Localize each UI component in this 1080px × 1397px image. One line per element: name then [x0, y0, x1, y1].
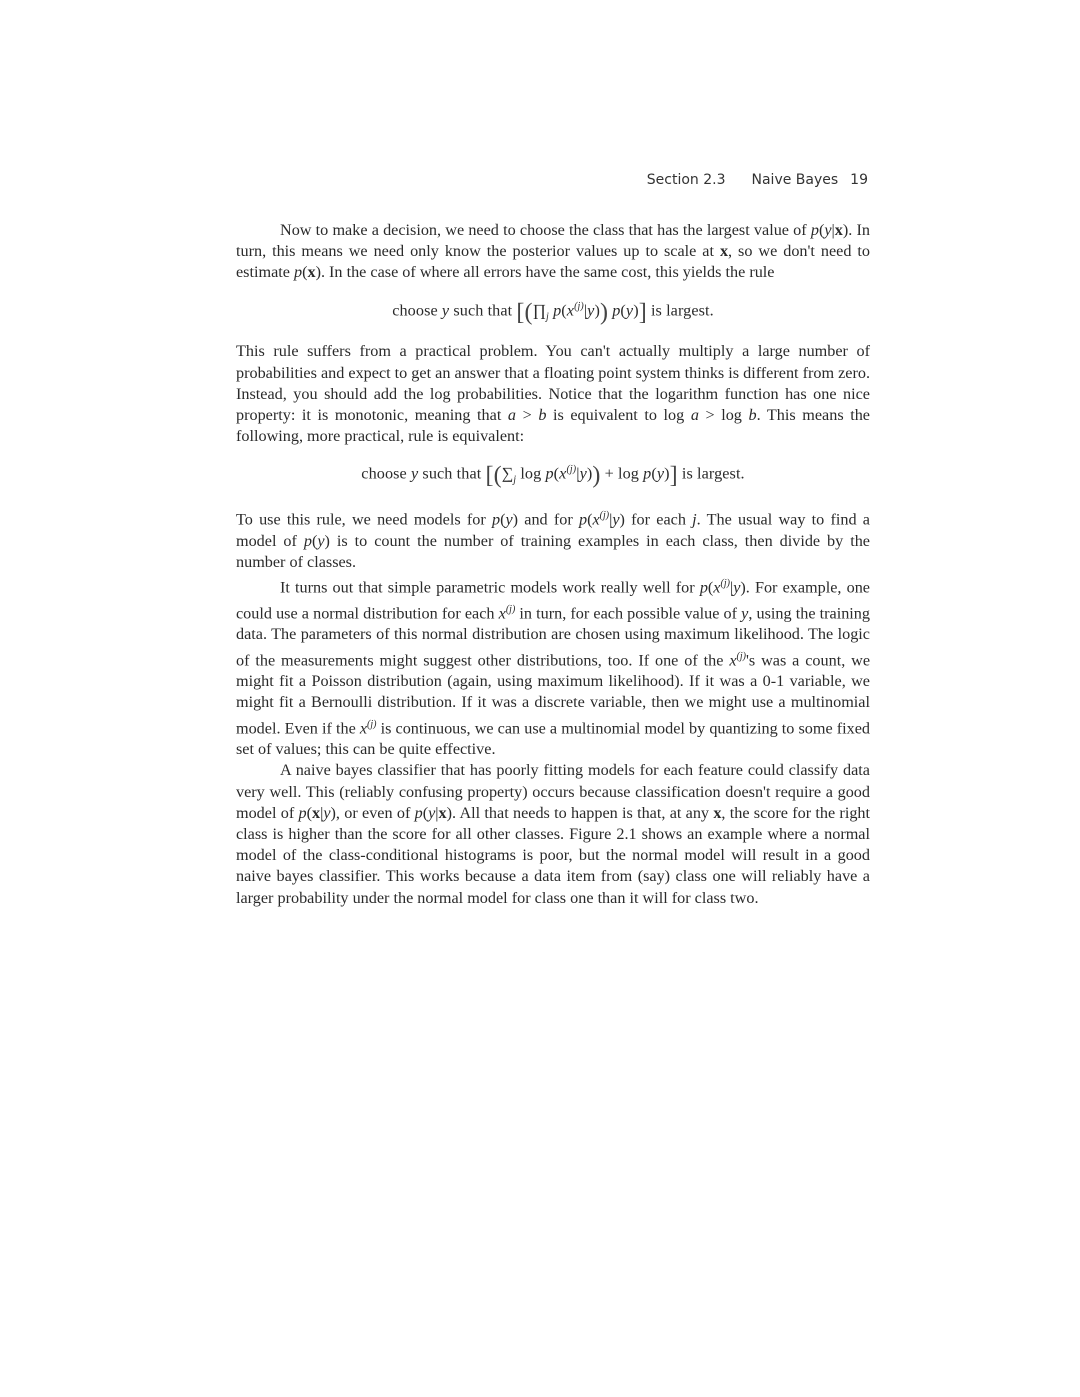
paragraph-1: Now to make a decision, we need to choose the class that has the largest value of p(y|x). In turn, this means we need only know the posterior values up to scale at x, so we don't need to estimate p(x). In the case of where all errors have the same cost, this yields the rule — [236, 221, 870, 282]
equation-log-rule: choose y such that [($\sum_j$ $\log p(x^{(j)}|y)) + \log p(y)$] is largest. — [361, 462, 745, 489]
page-body — [236, 220, 870, 909]
section-number: Section 2.3 — [646, 172, 726, 188]
section-title: Naive Bayes — [751, 172, 839, 188]
paragraph-4: It turns out that simple parametric models work really well for $p(x^{(j)}|y)$. For example, one could use a normal distribution for each $x^{(j)}$ in turn, for each possible value of y, using the training data. The parameters of this normal distribution are chosen using maximum likelihood. The logic of the measurements might suggest other distributions, too. If one of the $x^{(j)}'s$ was a count, we might fit a Poisson distribution (again, using maximum likelihood). If it was a 0-1 variable, we might fit a Bernoulli distribution. If it was a discrete variable, then we might use a multinomial model. Even if the $x^{(j)}$ is continuous, we can use a multinomial model by quantizing to some fixed set of values; this can be quite effective. — [236, 578, 871, 759]
page-number: 19 — [850, 172, 868, 188]
paragraph-2: This rule suffers from a practical problem. You can't actually multiply a large number of probabilities and expect to get an answer that a floating point system thinks is different from zero. Instead, you should add the log probabilities. Notice that the logarithm function has one nice property: it is monotonic, meaning that a > b is equivalent to log a > log b. This means the following, more practical, rule is equivalent: — [236, 342, 870, 446]
running-header — [647, 172, 868, 188]
equation-product-rule: choose y such that [($\prod_j$ $p(x^{(j)}|y)$) p(y)] is largest. — [392, 299, 714, 325]
paragraph-5: A naive bayes classifier that has poorly fitting models for each feature could classify data very well. This (reliably confusing property) occurs because classification doesn't require a good model of p(x|y), or even of p(y|x). All that needs to happen is that, at any x, the score for the right class is higher than the score for all other classes. Figure 2.1 shows an example where a normal model of the class-conditional histograms is poor, but the normal model will result in a good naive bayes classifier. This works because a data item from (say) class one will reliably have a larger probability under the normal model for class one than it will for class two. — [236, 761, 871, 907]
paragraph-3: To use this rule, we need models for p(y) and for $p(x^{(j)}|y)$ for each j. The usual way to find a model of p(y) is to count the number of training examples in each class, then divide by the number of classes. — [236, 510, 870, 572]
